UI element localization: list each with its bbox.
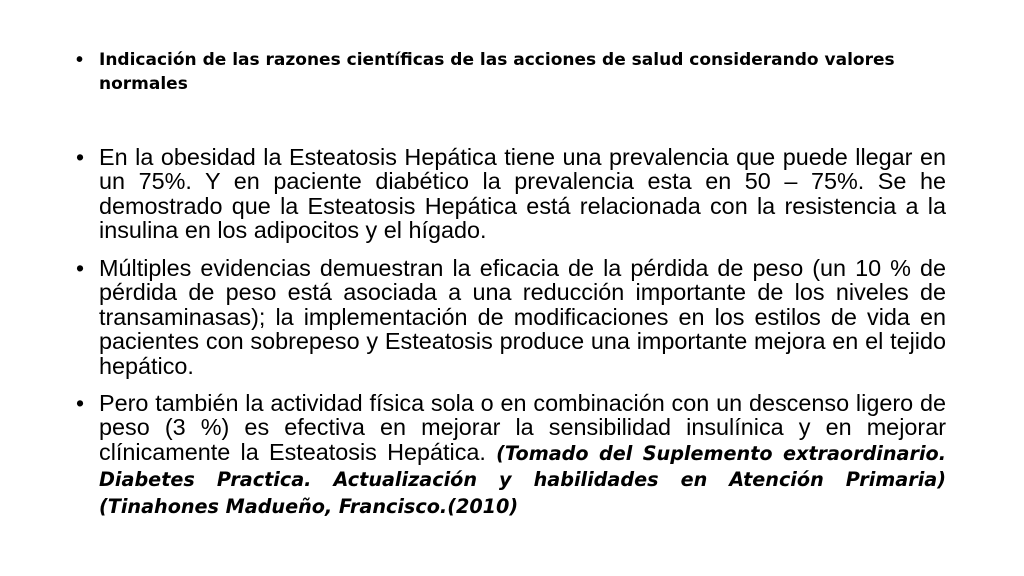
bullet-marker: • [76, 144, 85, 170]
bullet-marker: • [76, 49, 84, 71]
bullet-physical-activity-text [99, 391, 946, 519]
physical-activity-body: Pero también la actividad física sola o en combinación con un descenso ligero de peso (3 %) es efectiva en mejorar la sensibilidad insulínica y en mejorar clínicamente la Esteatosis Hepática. [99, 390, 946, 465]
bullet-marker: • [76, 390, 85, 416]
bullet-weight-loss-text: Múltiples evidencias demuestran la eficacia de la pérdida de peso (un 10 % de pérdida de peso está asociada a una reducción importante de los niveles de transaminasas); la implementación de modificaciones en los estilos de vida en pacientes con sobrepeso y Esteatosis produce una importante mejora en el tejido hepático. [99, 255, 946, 379]
bullet-prevalence [76, 145, 946, 243]
bullet-marker: • [76, 255, 85, 281]
bullet-heading-text: Indicación de las razones científicas de las acciones de salud considerando valores normales [99, 50, 895, 94]
citation: (Tomado del Suplemento extraordinario. Diabetes Practica. Actualización y habilidades en Atención Primaria) (Tinahones Madueño, Francisco.(2010) [99, 441, 946, 518]
bullet-physical-activity [76, 391, 946, 519]
bullet-heading [76, 48, 946, 96]
bullet-weight-loss [76, 256, 946, 378]
bullet-prevalence-text: En la obesidad la Esteatosis Hepática tiene una prevalencia que puede llegar en un 75%. Y en paciente diabético la prevalencia esta en 50 – 75%. Se he demostrado que la Esteatosis Hepática está relacionada con la resistencia a la insulina en los adipocitos y el hígado. [99, 144, 946, 244]
